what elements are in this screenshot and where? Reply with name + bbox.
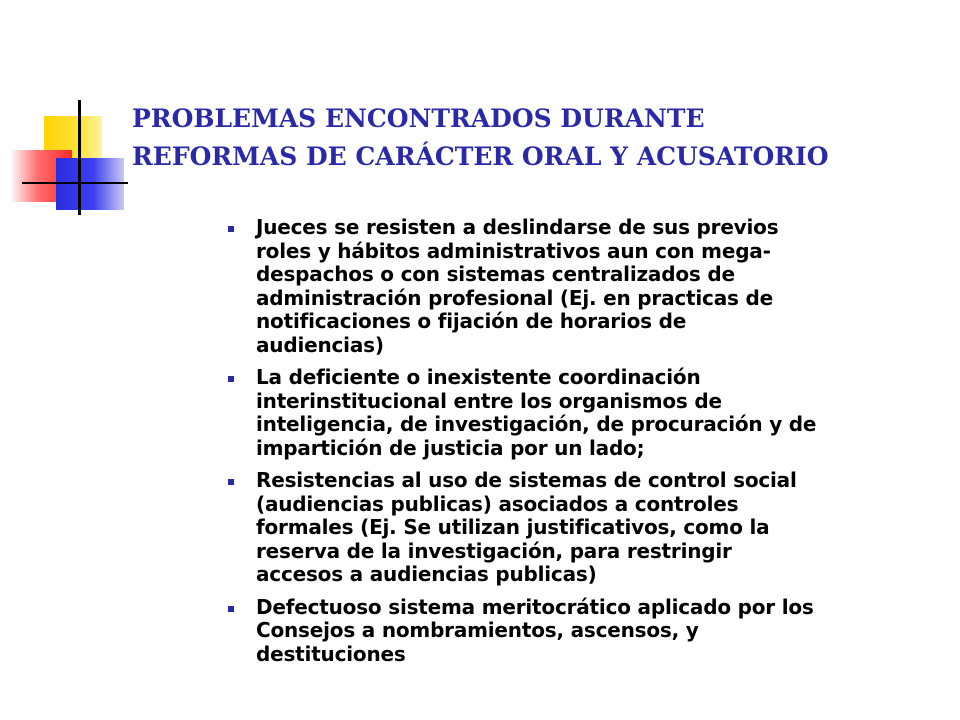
text-line: La deficiente o inexistente coordinación	[256, 365, 701, 389]
bullet-text	[256, 596, 938, 667]
text-line: Defectuoso sistema meritocrático aplicado por los	[256, 594, 814, 619]
slide-title	[132, 100, 932, 176]
text-line: notificaciones o fijación de horarios de	[256, 309, 687, 333]
blue-square	[56, 158, 124, 210]
text-line: (audiencias publicas) asociados a controles	[256, 491, 739, 516]
square-bullet-icon	[228, 606, 234, 612]
list-item	[226, 366, 938, 460]
text-line: administración profesional (Ej. en practicas de	[256, 285, 773, 310]
square-bullet-icon	[228, 376, 234, 382]
list-item	[226, 469, 938, 587]
text-line: Jueces se resisten a deslindarse de sus previos	[256, 215, 779, 239]
text-line: roles y hábitos administrativos aun con mega-	[256, 238, 771, 263]
title-line: REFORMAS DE CARÁCTER ORAL Y ACUSATORIO	[132, 142, 829, 171]
title-line: PROBLEMAS ENCONTRADOS DURANTE	[132, 104, 705, 133]
text-line: audiencias)	[256, 332, 384, 357]
text-line: destituciones	[256, 641, 406, 666]
vertical-line	[78, 100, 81, 215]
text-line: accesos a audiencias publicas)	[256, 562, 597, 586]
text-line: formales (Ej. Se utilizan justificativos, como la	[256, 515, 770, 539]
text-line: interinstitucional entre los organismos de	[256, 388, 722, 413]
text-line: Consejos a nombramientos, ascensos, y	[256, 618, 699, 642]
bullet-content	[226, 216, 938, 675]
bullet-text	[256, 216, 938, 357]
text-line: despachos o con sistemas centralizados de	[256, 262, 735, 286]
text-line: impartición de justicia por un lado;	[256, 435, 645, 460]
text-line: reserva de la investigación, para restringir	[256, 538, 732, 563]
bullet-text	[256, 366, 938, 460]
bullet-list	[226, 216, 938, 666]
bullet-text	[256, 469, 938, 587]
square-bullet-icon	[228, 479, 234, 485]
corner-decoration	[0, 90, 150, 230]
list-item	[226, 216, 938, 357]
text-line: inteligencia, de investigación, de procuración y de	[256, 412, 817, 436]
square-bullet-icon	[228, 226, 234, 232]
text-line: Resistencias al uso de sistemas de control social	[256, 468, 797, 492]
horizontal-line	[22, 182, 128, 184]
list-item	[226, 596, 938, 667]
